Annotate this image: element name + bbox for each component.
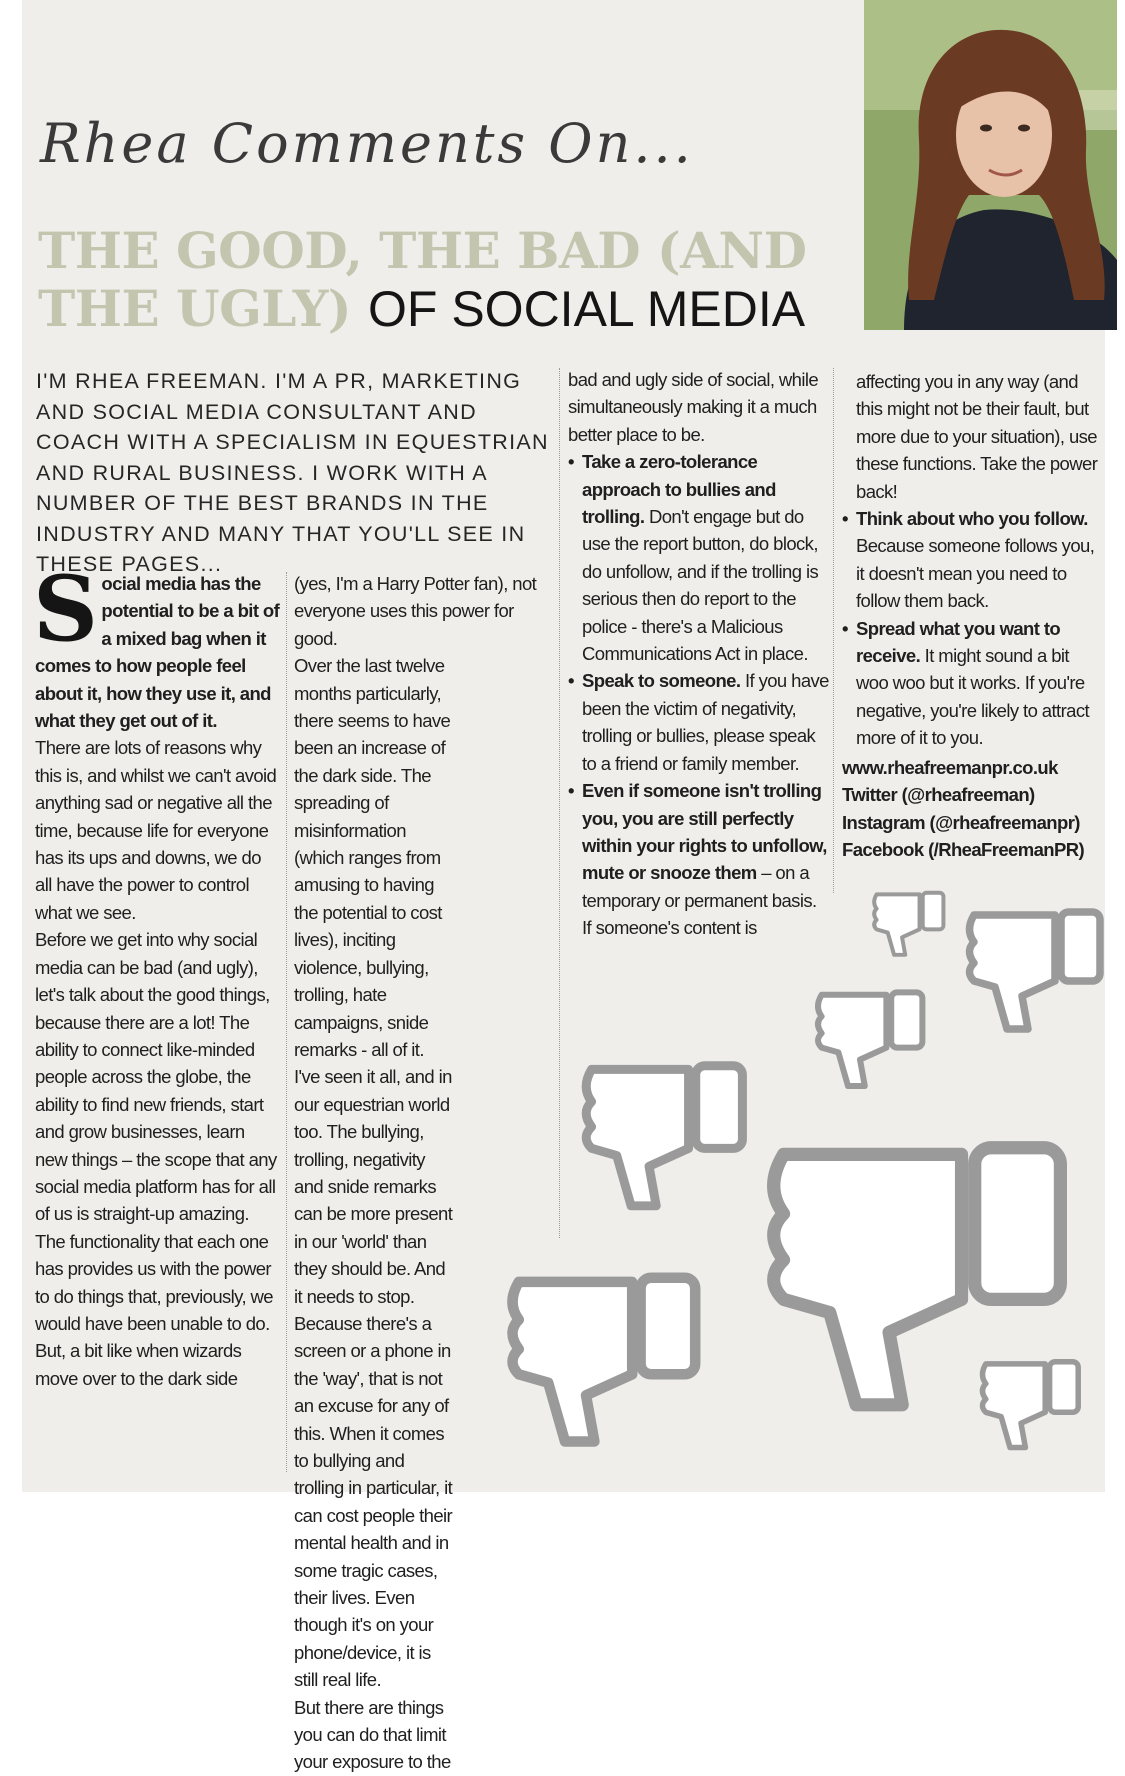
bullet-mark: • (568, 670, 574, 692)
tip-text: Because someone follows you, it doesn't mean you need to follow them back. (856, 535, 1095, 612)
tip-title: Take a zero-tolerance approach to bullies and trolling. (582, 451, 776, 528)
column-title: Rhea Comments On... (40, 112, 694, 175)
column-2 (294, 570, 552, 1776)
tip-item (842, 505, 1104, 615)
paragraph: affecting you in any way (and this might not be their fault, but more due to your situation), use these functions. Take the power back! (856, 371, 1098, 502)
tips-list (568, 448, 830, 941)
paragraph: Before we get into why social media can be bad (and ugly), let's talk about the good things, because there are a lot! The ability to connect like-minded people across the globe, the ability to find new friends, start and grow businesses, learn new things – the scope that any social media platform has for all of us is straight-up amazing. The functionality that each one has provides us with the power to do things that, previously, we would have been unable to do. (35, 929, 277, 1334)
tip-item (842, 615, 1104, 752)
headline-dark: OF SOCIAL MEDIA (368, 281, 806, 337)
instagram-link[interactable]: Instagram (@rheafreemanpr) (842, 811, 1080, 833)
tip-title: Speak to someone. (582, 670, 741, 692)
article-headline (38, 222, 858, 338)
author-portrait-photo (864, 0, 1117, 330)
paragraph: But, a bit like when wizards move over to the dark side (35, 1340, 242, 1389)
column-divider (559, 368, 560, 1238)
thumbs-down-icon (577, 1055, 757, 1213)
thumbs-down-icon (962, 903, 1112, 1035)
column-3 (568, 366, 830, 942)
tip-title: Spread what you want to receive. (856, 617, 1061, 667)
tip-title: Even if someone isn't trolling you, you are still perfectly within your rights to unfollow, mute or snooze them (582, 780, 827, 884)
facebook-link[interactable]: Facebook (/RheaFreemanPR) (842, 838, 1085, 860)
thumbs-down-icon (870, 888, 950, 958)
paragraph: But there are things you can do that limit your exposure to the (294, 1696, 451, 1773)
contact-block (842, 754, 1104, 864)
standfirst: I'M RHEA FREEMAN. I'M A PR, MARKETING AND SOCIAL MEDIA CONSULTANT AND COACH WITH A SPECIALISM IN EQUESTRIAN AND RURAL BUSINESS. I WORK WITH A NUMBER OF THE BEST BRANDS IN THE INDUSTRY AND MANY THAT YOU'LL SEE IN THESE PAGES... (36, 369, 549, 576)
thumbs-down-icon (812, 985, 932, 1091)
drop-cap: S (33, 556, 98, 662)
column-divider (833, 368, 834, 893)
paragraph: bad and ugly side of social, while simultaneously making it a much better place to be. (568, 369, 819, 445)
tip-text: – on a temporary or permanent basis. If someone's content is (582, 862, 817, 939)
portrait-illustration (864, 0, 1117, 330)
tip-item (568, 667, 830, 777)
column-divider (286, 572, 287, 1472)
paragraph: (yes, I'm a Harry Potter fan), not everyone uses this power for good. (294, 573, 537, 649)
bullet-mark: • (568, 780, 574, 802)
bullet-mark: • (568, 451, 574, 473)
column-4 (842, 368, 1104, 863)
bullet-mark: • (842, 508, 848, 530)
tip-item (568, 777, 830, 941)
tips-list (842, 505, 1104, 752)
website-link[interactable]: www.rheafreemanpr.co.uk (842, 756, 1058, 778)
thumbs-down-icon (502, 1265, 712, 1450)
thumbs-down-icon (977, 1355, 1087, 1452)
bullet-mark: • (842, 617, 848, 639)
paragraph: Over the last twelve months particularly, there seems to have been an increase of the dark side. The spreading of misinformation (which ranges from amusing to having the potential to cost lives), inciting violence, bullying, trolling, hate campaigns, snide remarks - all of it. I've seen it all, and in our equestrian world too. The bullying, trolling, negativity and snide remarks can be more present in our 'world' than they should be. And it needs to stop. Because there's a screen or a phone in the 'way', that is not an excuse for any of this. When it comes to bullying and trolling in particular, it can cost people their mental health and in some tragic cases, their lives. Even though it's on your phone/device, it is still real life. (294, 655, 453, 1691)
headline-light: THE GOOD, THE BAD (AND THE UGLY) (38, 221, 807, 338)
twitter-link[interactable]: Twitter (@rheafreeman) (842, 784, 1035, 806)
tip-text: If you have been the victim of negativity, trolling or bullies, please speak to a friend or family member. (582, 670, 829, 774)
tip-item (568, 448, 830, 667)
column-1 (33, 556, 280, 1392)
magazine-page (22, 0, 1105, 1773)
intro-paragraph: ocial media has the potential to be a bit of a mixed bag when it comes to how people feel about it, how they use it, and what they get out of it. (35, 573, 280, 732)
tip-title: Think about who you follow. (856, 508, 1088, 530)
tip-text: It might sound a bit woo woo but it works. If you're negative, you're likely to attract more of it to you. (856, 645, 1090, 749)
tip-text: Don't engage but do use the report button, do block, do unfollow, and if the trolling is serious then do report to the police - there's a Malicious Communications Act in place. (582, 506, 819, 665)
paragraph: There are lots of reasons why this is, and whilst we can't avoid anything sad or negative all the time, because life for everyone has its ups and downs, we do all have the power to control what we see. (35, 737, 277, 923)
